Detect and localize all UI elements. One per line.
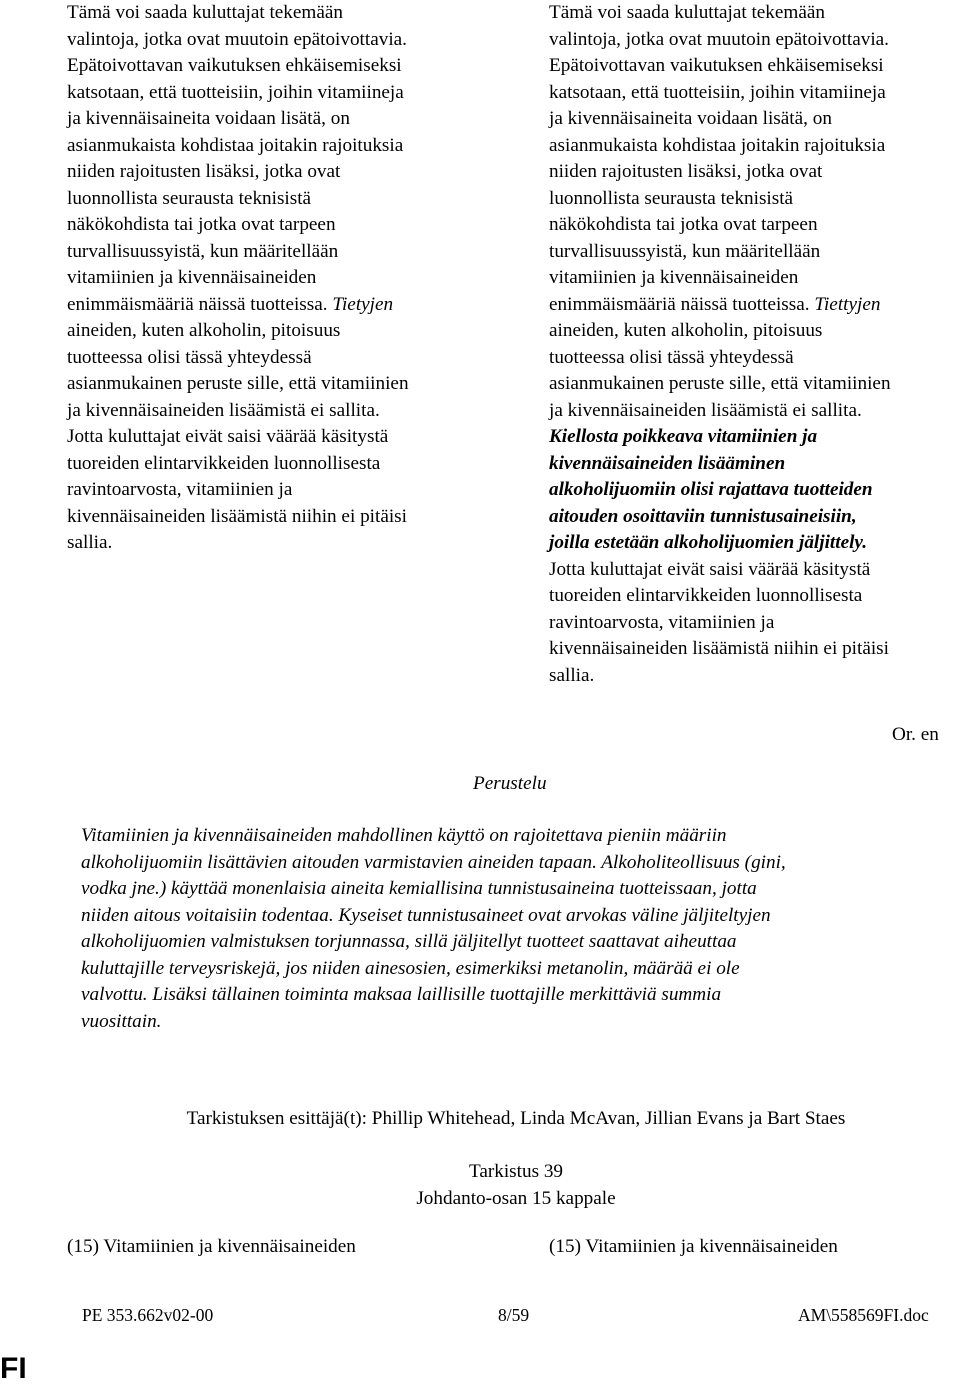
amendment-text-start: (15) Vitamiinien ja kivennäisaineiden: [549, 1236, 838, 1257]
text-line: asianmukaista kohdistaa joitakin rajoituksia: [67, 134, 404, 156]
text-line: ja kivennäisaineita voidaan lisätä, on: [549, 108, 832, 129]
commission-text-column: [67, 0, 485, 557]
text-line: asianmukainen peruste sille, että vitamiinien: [549, 373, 891, 394]
text-line: niiden rajoitusten lisäksi, jotka ovat: [549, 161, 823, 182]
text-line: Epätoivottavan vaikutuksen ehkäisemiseksi: [549, 55, 884, 76]
text-line: turvallisuussyistä, kun määritellään: [67, 240, 339, 262]
text-line: Tämä voi saada kuluttajat tekemään: [67, 2, 343, 23]
text-line: valintoja, jotka ovat muutoin epätoivottavia.: [67, 28, 407, 50]
text-line: aineiden, kuten alkoholin, pitoisuus: [67, 320, 341, 341]
text-line: katsotaan, että tuotteisiin, joihin vitamiineja: [67, 81, 404, 103]
text-line: valintoja, jotka ovat muutoin epätoivottavia.: [549, 28, 889, 50]
justification-heading: Perustelu: [473, 773, 547, 794]
text-line: tuotteessa olisi tässä yhteydessä: [67, 346, 312, 368]
text-line: [67, 292, 485, 319]
text-segment: enimmäismääriä näissä tuotteissa.: [549, 293, 815, 315]
text-line: kuluttajille terveysriskejä, jos niiden ainesosien, esimerkiksi metanolin, määrää ei ole: [81, 957, 740, 979]
text-line: vodka jne.) käyttää monenlaisia aineita kemiallisina tunnistusaineina tuotteissaan, jotta: [81, 878, 757, 899]
footer-page-number: 8/59: [498, 1305, 530, 1325]
language-code: FI: [0, 1352, 27, 1385]
text-line: luonnollista seurausta teknisistä: [67, 187, 312, 209]
text-line: vitamiinien ja kivennäisaineiden: [549, 267, 799, 288]
text-line: näkökohdista tai jotka ovat tarpeen: [67, 214, 336, 235]
text-line: valvottu. Lisäksi tällainen toiminta maksaa laillisille tuottajille merkittäviä summia: [81, 984, 722, 1005]
text-line: näkökohdista tai jotka ovat tarpeen: [549, 214, 818, 235]
footer-reference: PE 353.662v02-00: [82, 1305, 214, 1325]
amendment-text-column: [549, 0, 960, 689]
italic-word: Tietyjen: [332, 293, 394, 315]
text-line: Jotta kuluttajat eivät saisi väärää käsitystä: [67, 426, 389, 447]
justification-text: [81, 823, 941, 1035]
text-line: sallia.: [67, 532, 113, 553]
footer-document-name: AM\558569FI.doc: [798, 1305, 929, 1325]
text-segment: enimmäismääriä näissä tuotteissa.: [67, 293, 333, 315]
text-line: Epätoivottavan vaikutuksen ehkäisemiseksi: [67, 55, 402, 76]
amendment-heading: [0, 1158, 960, 1212]
original-language: Or. en: [892, 724, 939, 745]
text-line: aineiden, kuten alkoholin, pitoisuus: [549, 320, 823, 341]
text-line: asianmukaista kohdistaa joitakin rajoituksia: [549, 134, 886, 156]
text-line: tuoreiden elintarvikkeiden luonnollisesta: [67, 452, 381, 474]
text-line: ravintoarvosta, vitamiinien ja: [67, 479, 293, 500]
text-line: ja kivennäisaineiden lisäämistä ei sallita.: [549, 399, 862, 421]
text-line: Tämä voi saada kuluttajat tekemään: [549, 2, 825, 23]
amendment-highlight-line: alkoholijuomiin olisi rajattava tuotteiden: [549, 479, 873, 500]
amendment-highlight-line: joilla estetään alkoholijuomien jäljittely.: [549, 532, 868, 553]
text-line: luonnollista seurausta teknisistä: [549, 187, 794, 209]
text-line: niiden rajoitusten lisäksi, jotka ovat: [67, 161, 341, 182]
text-line: niiden aitous voitaisiin todentaa. Kyseiset tunnistusaineet ovat arvokas väline jäljiteltyjen: [81, 904, 771, 926]
amendment-target: Johdanto-osan 15 kappale: [416, 1188, 616, 1209]
text-line: ja kivennäisaineiden lisäämistä ei sallita.: [67, 399, 380, 421]
text-line: vuosittain.: [81, 1010, 162, 1032]
text-line: asianmukainen peruste sille, että vitamiinien: [67, 373, 409, 394]
text-line: kivennäisaineiden lisäämistä niihin ei pitäisi: [549, 638, 889, 659]
italic-word: Tiettyjen: [814, 293, 881, 315]
text-line: sallia.: [549, 664, 595, 686]
amendment-authors: Tarkistuksen esittäjä(t): Phillip Whitehead, Linda McAvan, Jillian Evans ja Bart Staes: [186, 1108, 846, 1129]
amendment-number: Tarkistus 39: [468, 1161, 564, 1182]
text-line: katsotaan, että tuotteisiin, joihin vitamiineja: [549, 81, 886, 103]
text-line: ja kivennäisaineita voidaan lisätä, on: [67, 108, 350, 129]
text-line: Jotta kuluttajat eivät saisi väärää käsitystä: [549, 558, 871, 580]
text-line: alkoholijuomien valmistuksen torjunnassa, sillä jäljitellyt tuotteet saattavat aiheuttaa: [81, 931, 737, 952]
amendment-highlight-line: aitouden osoittaviin tunnistusaineisiin,: [549, 505, 857, 527]
text-line: turvallisuussyistä, kun määritellään: [549, 240, 821, 262]
text-line: kivennäisaineiden lisäämistä niihin ei pitäisi: [67, 505, 407, 527]
text-line: tuoreiden elintarvikkeiden luonnollisesta: [549, 585, 863, 606]
amendment-highlight-line: Kiellosta poikkeava vitamiinien ja: [549, 426, 818, 447]
proposal-text-start: (15) Vitamiinien ja kivennäisaineiden: [67, 1236, 356, 1257]
text-line: ravintoarvosta, vitamiinien ja: [549, 611, 775, 633]
text-line: tuotteessa olisi tässä yhteydessä: [549, 346, 794, 368]
text-line: Vitamiinien ja kivennäisaineiden mahdollinen käyttö on rajoitettava pieniin määriin: [81, 825, 727, 846]
text-line: vitamiinien ja kivennäisaineiden: [67, 267, 317, 288]
text-line: [549, 292, 960, 319]
text-line: alkoholijuomiin lisättävien aitouden varmistavien aineiden tapaan. Alkoholiteollisuus (gini,: [81, 851, 786, 873]
amendment-highlight-line: kivennäisaineiden lisääminen: [549, 452, 786, 474]
